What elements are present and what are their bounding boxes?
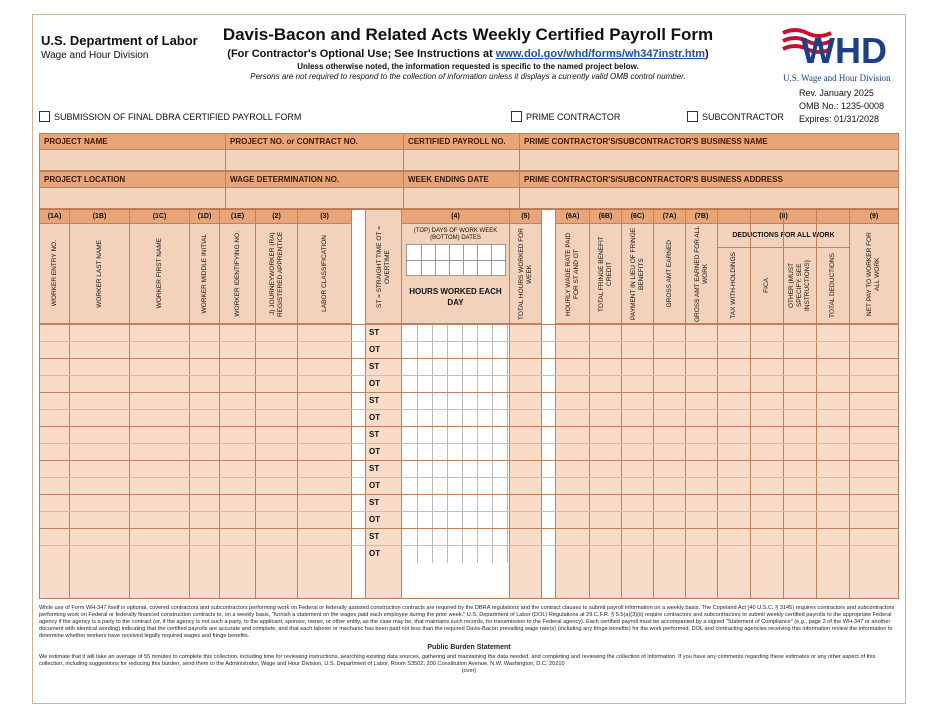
worker-subrow[interactable]	[40, 358, 898, 376]
footer-paragraph: While use of Form WH-347 itself is optional, covered contractors and subcontractors performing work on Federal or federally assisted construction contracts are required by the DBRA regulations and the contract clauses to submit payroll information on a weekly basis. The Copeland Act (40 U.S.C. § 3145) requires contractors and subcontractors performing work on Federal or federally financed construction contracts to, on a weekly basis, "furnish a statement on the wages paid each employee during the prior week." U.S. Department of Labor (DOL) Regulations at 29 C.F.R. § 5.5(a)(3)(ii) require contractors and subcontractors to submit weekly certified payrolls to the appropriate Federal agency if the agency is a party to the contract (or, if the agency is not such a party, to the applicant, sponsor, owner, or other entity, as the case may be, that maintains such records, for transmission to the Federal agency). Each certified payroll must be accompanied by a signed "Statement of Compliance" (e.g., page 2 of the WH-347 or another document with identical wording) indicating that the certified payrolls are accurate and complete, and that each laborer or mechanic has been paid not less than the required Davis-Bacon prevailing wage rate(s) (including any fringe benefits) for the work performed. DOL and contracting agencies receiving this information review the information to determine whether workers have received legally required wages and fringe benefits.	[39, 605, 895, 639]
burden-paragraph: We estimate that it will take an average of 55 minutes to complete this collection, including time for reviewing instructions, searching existing data sources, gathering and maintaining the data needed, and completing and reviewing the collection of information. If you have any comments regarding these estimates or any other aspect of this collection, including suggestions for reducing this burden, send them to the Administrator, Wage and Hour Division, U.S. Department of Labor, Room S3502, 200 Constitution Avenue, N.W. Washington, D.C. 20210	[39, 654, 876, 667]
hours-cell[interactable]	[462, 444, 463, 461]
logo-caption: U.S. Wage and Hour Division	[783, 73, 891, 83]
hours-cell[interactable]	[507, 461, 508, 478]
col-1e-num: (1E)	[220, 210, 255, 224]
col-1d-num: (1D)	[190, 210, 219, 224]
worker-subrow[interactable]	[40, 443, 898, 461]
subcontractor-checkbox[interactable]	[687, 111, 698, 122]
business-address-field[interactable]	[520, 172, 898, 208]
hours-cell[interactable]	[507, 478, 508, 495]
hours-cell[interactable]	[477, 529, 478, 546]
st-ot-row-label: OT	[369, 549, 381, 558]
st-ot-row-label: ST	[369, 396, 380, 405]
hours-cell[interactable]	[447, 546, 448, 563]
hours-cell[interactable]	[492, 529, 493, 546]
prime-contractor-checkbox[interactable]	[511, 111, 522, 122]
col-3-num: (3)	[298, 210, 351, 224]
subcontractor-checkbox-group[interactable]	[687, 111, 784, 122]
hours-cell[interactable]	[507, 393, 508, 410]
col-7a-num: (7A)	[654, 210, 685, 224]
hours-cell[interactable]	[432, 376, 433, 393]
col-8-sub-tax-label: TAX WITH-HOLDINGS	[730, 252, 737, 319]
instructions-link[interactable]: www.dol.gov/whd/forms/wh347instr.htm	[495, 48, 706, 60]
certified-payroll-no-label: CERTIFIED PAYROLL NO.	[404, 134, 519, 150]
wage-determination-field[interactable]	[226, 172, 404, 208]
col-6c-num: (6C)	[622, 210, 653, 224]
hours-cell[interactable]	[447, 444, 448, 461]
hours-cell[interactable]	[417, 359, 418, 376]
agency-block	[41, 33, 198, 61]
header-row-location	[39, 171, 899, 209]
hours-cell[interactable]	[417, 342, 418, 359]
worker-subrow[interactable]	[40, 460, 898, 478]
worker-subrow[interactable]	[40, 494, 898, 512]
final-submission-label: SUBMISSION OF FINAL DBRA CERTIFIED PAYROLL FORM	[54, 111, 302, 122]
hours-cell[interactable]	[432, 478, 433, 495]
st-ot-row-label: OT	[369, 379, 381, 388]
hours-cell[interactable]	[447, 359, 448, 376]
hours-cell[interactable]	[492, 444, 493, 461]
hours-cell[interactable]	[477, 393, 478, 410]
hours-cell[interactable]	[507, 444, 508, 461]
hours-cell[interactable]	[462, 461, 463, 478]
col-1c-num: (1C)	[130, 210, 189, 224]
hours-cell[interactable]	[417, 410, 418, 427]
worker-subrow[interactable]	[40, 511, 898, 529]
col-1d-label: WORKER MIDDLE INITIAL	[200, 233, 208, 314]
hours-cell[interactable]	[507, 359, 508, 376]
final-submission-checkbox-group[interactable]	[39, 111, 301, 122]
col-6b-label: TOTAL FRINGE BENEFIT CREDIT	[597, 235, 613, 312]
col-8-label: DEDUCTIONS FOR ALL WORK	[718, 224, 849, 248]
hours-cell[interactable]	[417, 478, 418, 495]
st-ot-row-label: OT	[369, 515, 381, 524]
col-9-num: (9)	[850, 210, 898, 224]
expires-date: Expires: 01/31/2028	[799, 114, 880, 124]
hours-cell[interactable]	[507, 410, 508, 427]
hours-cell[interactable]	[492, 393, 493, 410]
st-ot-row-label: ST	[369, 430, 380, 439]
st-ot-row-label: OT	[369, 345, 381, 354]
col-2-num: (2)	[256, 210, 297, 224]
hours-cell[interactable]	[477, 342, 478, 359]
hours-cell[interactable]	[432, 393, 433, 410]
revision-info	[799, 87, 884, 126]
business-name-field[interactable]	[520, 134, 898, 170]
hours-cell[interactable]	[507, 427, 508, 444]
agency-name: U.S. Department of Labor	[41, 33, 198, 48]
worker-subrow[interactable]	[40, 426, 898, 444]
col-8-sub-fica-label: FICA	[763, 278, 770, 293]
worker-grid	[39, 209, 899, 599]
col-5-label: TOTAL HOURS WORKED FOR WEEK	[517, 227, 533, 320]
burden-title: Public Burden Statement	[427, 644, 511, 651]
hours-cell[interactable]	[492, 376, 493, 393]
hours-cell[interactable]	[432, 359, 433, 376]
hours-cell[interactable]	[447, 393, 448, 410]
whd-logo	[781, 23, 899, 85]
rev-date: Rev. January 2025	[799, 88, 874, 98]
hours-cell[interactable]	[477, 376, 478, 393]
hours-cell[interactable]	[447, 427, 448, 444]
col-6c-label: PAYMENT IN LIEU OF FRINGE BENEFITS	[629, 227, 645, 320]
hours-cell[interactable]	[507, 342, 508, 359]
st-ot-row-label: OT	[369, 413, 381, 422]
hours-cell[interactable]	[432, 410, 433, 427]
header-row-project	[39, 133, 899, 171]
form-title-block	[203, 25, 733, 81]
hours-cell[interactable]	[447, 478, 448, 495]
hours-cell[interactable]	[417, 393, 418, 410]
project-no-field[interactable]	[226, 134, 404, 170]
project-no-label: PROJECT NO. or CONTRACT NO.	[226, 134, 403, 150]
hours-cell[interactable]	[477, 325, 478, 342]
col-9-label: NET PAY TO WORKER FOR ALL WORK	[866, 231, 881, 316]
hours-cell[interactable]	[477, 359, 478, 376]
hours-cell[interactable]	[462, 478, 463, 495]
hours-cell[interactable]	[507, 495, 508, 512]
wage-determination-label: WAGE DETERMINATION NO.	[226, 172, 403, 188]
hours-cell[interactable]	[492, 325, 493, 342]
worker-subrow[interactable]	[40, 375, 898, 393]
hours-cell[interactable]	[417, 529, 418, 546]
hours-cell[interactable]	[492, 342, 493, 359]
hours-cell[interactable]	[492, 512, 493, 529]
col-8-sub-total-label: TOTAL DEDUCTIONS	[829, 253, 836, 318]
week-ending-field[interactable]	[404, 172, 520, 208]
note-omb: Persons are not required to respond to the collection of information unless it displays a currently valid OMB control number.	[250, 72, 686, 81]
st-ot-row-label: OT	[369, 447, 381, 456]
subtitle-prefix: (For Contractor's Optional Use; See Instructions at	[227, 48, 496, 60]
agency-division: Wage and Hour Division	[41, 50, 149, 61]
hours-cell[interactable]	[417, 461, 418, 478]
hours-cell[interactable]	[462, 393, 463, 410]
hours-cell[interactable]	[477, 512, 478, 529]
st-ot-row-label: ST	[369, 532, 380, 541]
col-4-top-label: (TOP) DAYS OF WORK WEEK (BOTTOM) DATES	[413, 228, 498, 241]
col-2-label: J) JOURNEYWORKER (RA) REGISTERED APPRENTICE	[268, 230, 284, 317]
hours-cell[interactable]	[462, 342, 463, 359]
col-6a-label: HOURLY WAGE RATE PAID FOR ST AND OT	[564, 231, 580, 316]
hours-cell[interactable]	[507, 376, 508, 393]
hours-cell[interactable]	[432, 461, 433, 478]
worker-subrow[interactable]	[40, 324, 898, 342]
final-submission-checkbox[interactable]	[39, 111, 50, 122]
hours-cell[interactable]	[432, 546, 433, 563]
hours-cell[interactable]	[462, 529, 463, 546]
hours-cell[interactable]	[447, 512, 448, 529]
omb-number: OMB No.: 1235-0008	[799, 101, 885, 111]
st-ot-row-label: OT	[369, 481, 381, 490]
col-1c-label: WORKER FIRST NAME	[155, 238, 163, 309]
col-6b-num: (6B)	[590, 210, 621, 224]
hours-cell[interactable]	[417, 495, 418, 512]
hours-cell[interactable]	[432, 495, 433, 512]
col-4-num: (4)	[402, 210, 509, 224]
over-label: (over)	[461, 668, 477, 674]
col-4-header	[402, 224, 509, 324]
st-ot-row-label: ST	[369, 328, 380, 337]
hours-cell[interactable]	[492, 410, 493, 427]
col-8-num: (8)	[718, 210, 849, 224]
hours-cell[interactable]	[462, 512, 463, 529]
footer	[39, 605, 899, 675]
hours-cell[interactable]	[492, 495, 493, 512]
form-subtitle	[203, 48, 733, 60]
note-specific: Unless otherwise noted, the information requested is specific to the named project below.	[297, 62, 639, 71]
hours-cell[interactable]	[462, 410, 463, 427]
business-address-label: PRIME CONTRACTOR'S/SUBCONTRACTOR'S BUSINESS ADDRESS	[520, 172, 898, 188]
hours-cell[interactable]	[477, 410, 478, 427]
hours-cell[interactable]	[462, 427, 463, 444]
form-title: Davis-Bacon and Related Acts Weekly Certified Payroll Form	[222, 25, 714, 44]
hours-cell[interactable]	[462, 376, 463, 393]
business-name-label: PRIME CONTRACTOR'S/SUBCONTRACTOR'S BUSINESS NAME	[520, 134, 898, 150]
worker-subrow[interactable]	[40, 545, 898, 563]
whd-logo-mark	[781, 23, 899, 73]
st-ot-label: ST = STRAIGHT TIME OT = OVERTIME	[375, 225, 391, 308]
days-dates-grid	[406, 244, 506, 276]
worker-subrow[interactable]	[40, 528, 898, 546]
hours-cell[interactable]	[492, 359, 493, 376]
worker-subrow[interactable]	[40, 477, 898, 495]
hours-cell[interactable]	[477, 427, 478, 444]
logo-text: WHD	[801, 30, 887, 71]
hours-cell[interactable]	[417, 512, 418, 529]
prime-contractor-checkbox-group[interactable]	[511, 111, 620, 122]
col-1a-label: WORKER ENTRY NO.	[50, 240, 58, 307]
project-name-label: PROJECT NAME	[40, 134, 225, 150]
hours-cell[interactable]	[447, 342, 448, 359]
hours-cell[interactable]	[447, 461, 448, 478]
hours-cell[interactable]	[432, 427, 433, 444]
project-location-label: PROJECT LOCATION	[40, 172, 225, 188]
col-1b-label: WORKER LAST NAME	[95, 239, 103, 308]
subcontractor-label: SUBCONTRACTOR	[702, 111, 784, 122]
col-7b-label: GROSS AMT EARNED FOR ALL WORK	[693, 225, 709, 322]
hours-cell[interactable]	[507, 529, 508, 546]
hours-cell[interactable]	[462, 546, 463, 563]
project-name-field[interactable]	[40, 134, 226, 170]
hours-cell[interactable]	[492, 546, 493, 563]
hours-cell[interactable]	[462, 359, 463, 376]
hours-cell[interactable]	[447, 376, 448, 393]
hours-cell[interactable]	[462, 325, 463, 342]
week-ending-label: WEEK ENDING DATE	[404, 172, 519, 188]
col-1e-label: WORKER IDENTIFYING NO.	[233, 230, 241, 317]
project-location-field[interactable]	[40, 172, 226, 208]
hours-cell[interactable]	[477, 444, 478, 461]
hours-cell[interactable]	[477, 478, 478, 495]
col-6a-num: (6A)	[556, 210, 589, 224]
subtitle-suffix: )	[705, 48, 709, 60]
worker-subrow[interactable]	[40, 392, 898, 410]
col-7b-num: (7B)	[686, 210, 717, 224]
hours-cell[interactable]	[492, 427, 493, 444]
worker-subrow[interactable]	[40, 341, 898, 359]
hours-worked-label: HOURS WORKED EACH DAY	[409, 287, 502, 307]
hours-cell[interactable]	[447, 410, 448, 427]
hours-cell[interactable]	[492, 461, 493, 478]
hours-cell[interactable]	[507, 546, 508, 563]
hours-cell[interactable]	[417, 444, 418, 461]
prime-contractor-label: PRIME CONTRACTOR	[526, 111, 621, 122]
hours-cell[interactable]	[462, 495, 463, 512]
st-ot-row-label: ST	[369, 362, 380, 371]
col-1b-num: (1B)	[70, 210, 129, 224]
col-3-label: LABOR CLASSIFICATION	[320, 235, 328, 312]
hours-cell[interactable]	[417, 427, 418, 444]
hours-cell[interactable]	[432, 529, 433, 546]
hours-cell[interactable]	[507, 325, 508, 342]
certified-payroll-no-field[interactable]	[404, 134, 520, 170]
hours-cell[interactable]	[432, 325, 433, 342]
col-5-num: (5)	[510, 210, 541, 224]
hours-cell[interactable]	[447, 495, 448, 512]
worker-subrow[interactable]	[40, 409, 898, 427]
col-1a-num: (1A)	[40, 210, 69, 224]
hours-cell[interactable]	[432, 342, 433, 359]
hours-cell[interactable]	[492, 478, 493, 495]
hours-cell[interactable]	[477, 461, 478, 478]
hours-cell[interactable]	[477, 495, 478, 512]
hours-cell[interactable]	[477, 546, 478, 563]
st-ot-row-label: ST	[369, 498, 380, 507]
hours-cell[interactable]	[417, 376, 418, 393]
hours-cell[interactable]	[432, 512, 433, 529]
col-7a-label: GROSS AMT EARNED	[665, 239, 673, 308]
payroll-form-page	[32, 14, 906, 704]
hours-cell[interactable]	[447, 529, 448, 546]
hours-cell[interactable]	[447, 325, 448, 342]
hours-cell[interactable]	[417, 325, 418, 342]
st-ot-row-label: ST	[369, 464, 380, 473]
col-8-sub-other-label: OTHER (MUST SPECIFY, SEE INSTRUCTIONS)	[788, 260, 811, 311]
hours-cell[interactable]	[507, 512, 508, 529]
hours-cell[interactable]	[417, 546, 418, 563]
hours-cell[interactable]	[432, 444, 433, 461]
